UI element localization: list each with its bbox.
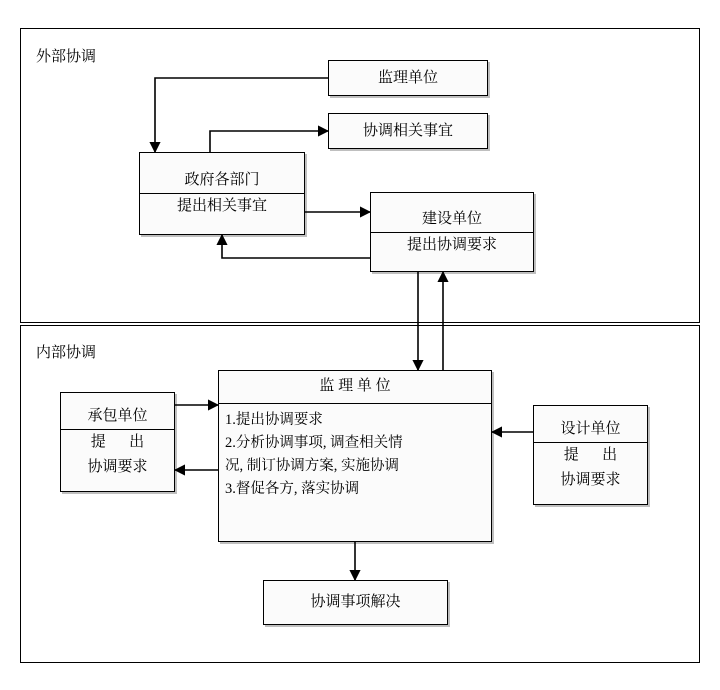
node-government-depts[interactable] [139,152,305,235]
node-coordination-matters-label: 协调相关事宜 [362,122,453,139]
node-coordination-matters[interactable] [328,113,488,149]
node-government-depts-sub: 提出相关事宜 [140,193,304,219]
section-label-external: 外部协调 [36,49,97,65]
node-supervision-main-item-2: 2.分析协调事项, 调查相关情 [225,434,403,451]
node-contractor[interactable] [60,392,175,492]
node-government-depts-title: 政府各部门 [184,172,260,189]
node-supervision-top-label: 监理单位 [377,69,438,86]
node-supervision-main-item-3: 况, 制订协调方案, 实施协调 [225,457,399,474]
node-designer-sub-1: 提 出 [534,442,647,468]
node-contractor-sub-2: 协调要求 [87,458,148,475]
node-supervision-main-item-1: 1.提出协调要求 [225,411,323,428]
node-resolved-label: 协调事项解决 [310,594,401,611]
node-supervision-main-item-4: 3.督促各方, 落实协调 [225,480,360,497]
node-supervision-main-header: 监 理 单 位 [319,378,391,394]
node-contractor-sub-1: 提 出 [61,429,174,455]
node-supervision-top[interactable] [328,60,488,96]
node-supervision-main[interactable] [218,370,492,542]
node-construction-unit[interactable] [370,192,534,272]
node-designer-title: 设计单位 [560,421,621,438]
node-construction-unit-title: 建设单位 [421,210,482,227]
section-label-internal: 内部协调 [36,345,97,361]
node-designer[interactable] [533,405,648,505]
node-resolved[interactable] [263,580,448,625]
node-contractor-title: 承包单位 [87,408,148,425]
node-designer-sub-2: 协调要求 [560,471,621,488]
node-construction-unit-sub: 提出协调要求 [371,232,533,258]
